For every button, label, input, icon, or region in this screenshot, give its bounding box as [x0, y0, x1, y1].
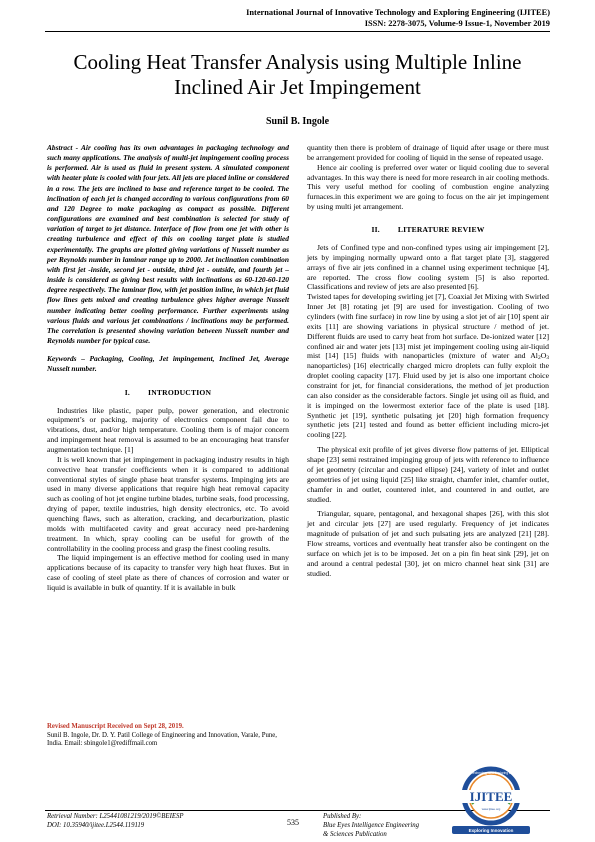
lit-paragraph-2: Twisted tapes for developing swirling jet [7], Coaxial Jet Mixing with Swirled Inner Jet [8] rotating jet [9] are used for investigation. Cooling of two cylinders (with fine surface) in row line by using a slot jet of air [10] spent air exits [11] are showing variations in physical structure / method of jet. Different fluids are used to carry heat from hot surface. De-ionized water [12] confined air and water jets [13] mist jet impingement cooling using air-liquid mist [14] [15] fluids with nanoparticles (mixture of water and $Al_2O_3$ nanoparticles) [16] electrically charged micro droplets can fully exploit the droplet cooling capacity [17]. Fluid used by jet is also one important choice constraint for jet, for financial considerations, the method of jet production can also consider as the considerable factors. Single jet using oil as fluid, and it is impinged on the lowermost exterior face of the plate is used [18]. Synthetic jet [19], synthetic pulsating jet [20] high formation frequency synthetic jets [21] tested and found as better efficient including micro-jet cooling [22].: [307, 292, 549, 440]
logo-band-text: Exploring Innovation: [468, 828, 514, 833]
page-number: 535: [287, 818, 299, 827]
revised-date: Revised Manuscript Received on Sept 28, 2019.: [47, 723, 184, 730]
section-title: INTRODUCTION: [148, 387, 212, 397]
intro-paragraph-3: The liquid impingement is an effective method for cooling used in many applications because of its capacity to transfer very high heat fluxes. But in case of cooling of steel plate as there of chances of corrosion and water or liquid is available in bulk of quantity. If it is available in bulk: [47, 553, 289, 592]
logo-ring-text: Innovative Technology and Exploring Engineering: [456, 771, 526, 775]
footnote: [47, 723, 292, 749]
author-name: Sunil B. Ingole: [265, 116, 330, 127]
intro-paragraph-5: Hence air cooling is preferred over water or liquid cooling due to several advantages. In this way there is need for more research in air cooling methods. This very useful method for cooling of combustion engine analyzing furnaces.in this experiment we are going to focus on the air jet impingement by using multi jet arrangement.: [307, 162, 549, 212]
publisher-line-2: & Sciences Publication: [323, 831, 387, 838]
intro-paragraph-1: Industries like plastic, paper pulp, power generation, and electronic equipment’s or packing, majority of electronics component fail due to vibrations, dust, and/or high temperature. Cooling them is of major concern and impingement heat removal is assumed to be an encouraging heat transfer augmentation technique. [1]: [47, 405, 289, 454]
lit-paragraph-3: The physical exit profile of jet gives diverse flow patterns of jet. Elliptical shape [23] semi restrained impinging group of jets with reference to influence of jet geometry (circular and cusped ellipse) [24], variety of inlet and outlet geometries of jet using liquid [25] like straight, chamfer inlet, chamfer outlet, chamfer in and outlet, countered inlet, and countered in and outlet, are studied.: [307, 445, 549, 504]
doi: DOI: 10.35940/ijitee.L2544.119119: [47, 822, 145, 829]
section-number: I.: [124, 387, 131, 397]
footer-publisher: [323, 812, 419, 839]
section-number: II.: [371, 225, 380, 235]
right-column: [307, 143, 549, 578]
lit-paragraph-4: Triangular, square, pentagonal, and hexagonal shapes [26], with this slot jet and circular jets [27] are used regularly. Frequency of jet indicates magnitude of pulsation of jet and such pulsating jets are analyzed [21] [28]. Flow streams, vortices and eventually heat transfer also be contingent on the surface on which jet is to be imposed. Jet on a pin fin heat sink [29], jet on and around a central pedestal [30], jet on micro channel heat sink [31] are studied.: [307, 509, 549, 578]
intro-paragraph-2: It is well known that jet impingement in packaging industry results in high convective heat transfer coefficients when it is compared to additional conventional styles of single phase heat transfer systems. Impinging jets are used in many diverse applications that require high heat removal capacity such as cooling of hot jet engine turbine blades, turbine seals, food processing, drying of paper, textile industries, high density electronics, etc. To avoid quenching flaws, such as alteration, cracking, and decarburization, plastic molds with multifaceted cavity and great accuracy need pre-hardening treatment. In which, spray cooling can be useful for growth of the controllability in the cooling process and grasp the finest cooling results.: [47, 454, 289, 553]
footer-left: [47, 812, 184, 830]
section-heading-introduction: [47, 388, 289, 397]
ijitee-logo: [432, 764, 550, 840]
logo-url: www.ijitee.org: [481, 807, 501, 811]
issn-line: ISSN: 2278-3075, Volume-9 Issue-1, November 2019: [364, 19, 550, 28]
lit-paragraph-1: Jets of Confined type and non-confined types using air impingement [2], jets by impinging normally upward onto a flat target plate [3], staggered arrays of five air jets confined in a channel using experiment technique [4], are reported. The cross flow cooling system [5] is also reported. Classifications and review of jets are also presented [6].: [307, 243, 549, 292]
author-affiliation: Sunil B. Ingole, Dr. D. Y. Patil College of Engineering and Innovation, Varale, Pune, India. Email: sbingole1@rediffmail.com: [47, 731, 277, 747]
paper-title: Cooling Heat Transfer Analysis using Multiple Inline Inclined Air Jet Impingement: [73, 50, 522, 99]
section-heading-literature-review: [307, 225, 549, 234]
section-title: LITERATURE REVIEW: [397, 225, 485, 235]
intro-paragraph-4: quantity then there is problem of drainage of liquid after usage or there must be arrangement provided for cooling of liquid in the sense of repeated usage.: [307, 143, 549, 162]
journal-name: International Journal of Innovative Technology and Exploring Engineering (IJITEE): [246, 8, 550, 17]
left-column: [47, 143, 289, 593]
publisher-line-1: Blue Eyes Intelligence Engineering: [323, 822, 420, 829]
keywords: Keywords – Packaging, Cooling, Jet impingement, Inclined Jet, Average Nusselt number.: [47, 354, 289, 374]
retrieval-number: Retrieval Number: L25441081219/2019©BEIESP: [47, 813, 184, 820]
header-rule: [45, 31, 550, 32]
published-by-label: Published By:: [323, 813, 362, 820]
abstract: Abstract - Air cooling has its own advantages in packaging technology and such many applications. The analysis of multi-jet impingement cooling process is performed. Air is used as fluid in present system. A simulated component with heater plate is cooled with four jets. All jets are placed inline or considered in a row. The jets are inclined to base and reference target to be cooled. The inclination of each jet is changed according to various configurations from 60 and 120 Degree to make packaging as compact as possible. Different configurations are examined and best combination is selected for study of variation of target to jet distance. Interface of flow from one jet with other is creating turbulence and effect of this on cooling target plate is studied experimentally. The graphs are plotted giving variations of Nusselt number as per Reynolds number in laminar range up to 2000. Jet inclination combination with first jet -inside, second jet - outside, third jet - outside, and fourth jet – inside is considered as giving best results with inclinations as 60-120-60-120 degree respectively. The laminar flow, with jet position inline, in which jet fluid flow lines gets mixed and creating turbulence gives higher average Nusselt number indicating better cooling performance. Further experiments using various fluids and various jet combinations / inclinations may be performed. The correlation is presented showing variation between Nusselt number and Reynolds number for typical case.: [47, 143, 289, 345]
logo-name: IJITEE: [469, 789, 513, 804]
